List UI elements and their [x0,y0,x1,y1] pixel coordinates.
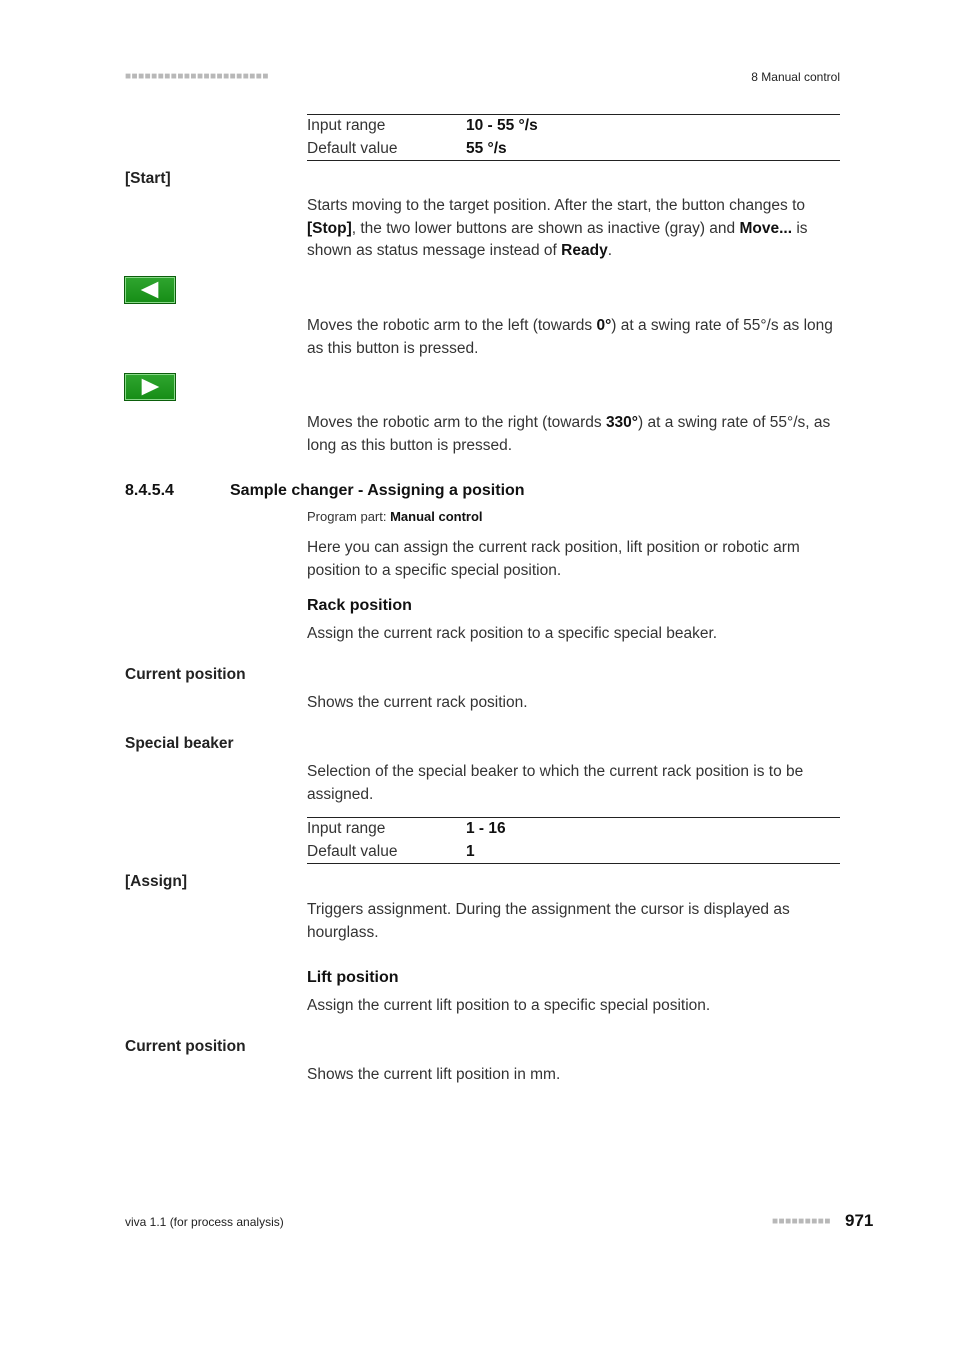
param-value: 1 - 16 [466,820,506,838]
parameter-table-speed [307,114,840,161]
lift-current-position-description: Shows the current lift position in mm. [307,1066,561,1083]
footer-product: viva 1.1 (for process analysis) [125,1215,284,1229]
text: , the two lower buttons are shown as inactive (gray) and [351,219,740,237]
table-row [307,138,840,161]
text: ) at a swing rate of 55°/s as long as this button is pressed. [307,317,833,357]
move-right-button[interactable] [124,373,176,401]
table-row [307,841,840,864]
angle-value: 0° [596,317,612,334]
section-title: Sample changer - Assigning a position [230,482,525,499]
param-value: 1 [466,842,475,860]
text: Moves the robotic arm to the left (towards [307,317,597,334]
start-label: [Start] [125,170,171,187]
move-left-description [307,315,840,360]
text: ) at a swing rate of 55°/s, as long as this button is pressed. [307,414,831,454]
table-row [307,818,840,841]
assign-description: Triggers assignment. During the assignment the cursor is displayed as hourglass. [307,901,790,941]
rack-current-position-description: Shows the current rack position. [307,694,528,711]
arrow-left-icon [125,277,175,303]
arrow-right-icon [125,374,175,400]
header-decoration: ■■■■■■■■■■■■■■■■■■■■■■ [125,71,269,82]
rack-position-description: Assign the current rack position to a specific special beaker. [307,625,718,642]
special-beaker-label: Special beaker [125,735,234,752]
param-key: Default value [307,139,398,157]
move-term: Move... [739,219,793,237]
program-part-value: Manual control [390,509,483,524]
lift-position-description: Assign the current lift position to a specific special position. [307,997,711,1014]
angle-value: 330° [605,414,638,431]
section-number: 8.4.5.4 [125,482,174,499]
footer-decoration: ■■■■■■■■■ [772,1216,831,1227]
ready-term: Ready [561,242,608,259]
program-part [307,509,483,524]
text: Starts moving to the target position. After the start, the button changes to [307,197,806,214]
param-value: 10 - 55 °/s [466,117,538,135]
assign-label: [Assign] [125,873,187,890]
chapter-title: 8 Manual control [751,70,840,84]
stop-term: [Stop] [307,219,352,237]
rack-current-position-label: Current position [125,666,246,683]
text: is shown as status message instead of [307,219,808,259]
special-beaker-description: Selection of the special beaker to which the current rack position is to be assigned. [307,763,804,803]
param-key: Default value [307,842,398,860]
rack-position-heading: Rack position [307,597,412,614]
move-left-button[interactable] [124,276,176,304]
move-right-description [307,412,840,457]
param-key: Input range [307,820,386,838]
param-key: Input range [307,117,386,135]
lift-position-heading: Lift position [307,969,399,986]
text: . [607,242,613,259]
page-number: 971 [845,1211,874,1230]
param-value: 55 °/s [466,139,507,157]
parameter-table-beaker [307,817,840,864]
section-intro: Here you can assign the current rack position, lift position or robotic arm position to a specific special position. [307,539,800,579]
text: Moves the robotic arm to the right (towards [307,414,606,431]
start-description [307,195,840,263]
lift-current-position-label: Current position [125,1038,246,1055]
program-part-label: Program part: [307,509,391,524]
table-row [307,115,840,138]
